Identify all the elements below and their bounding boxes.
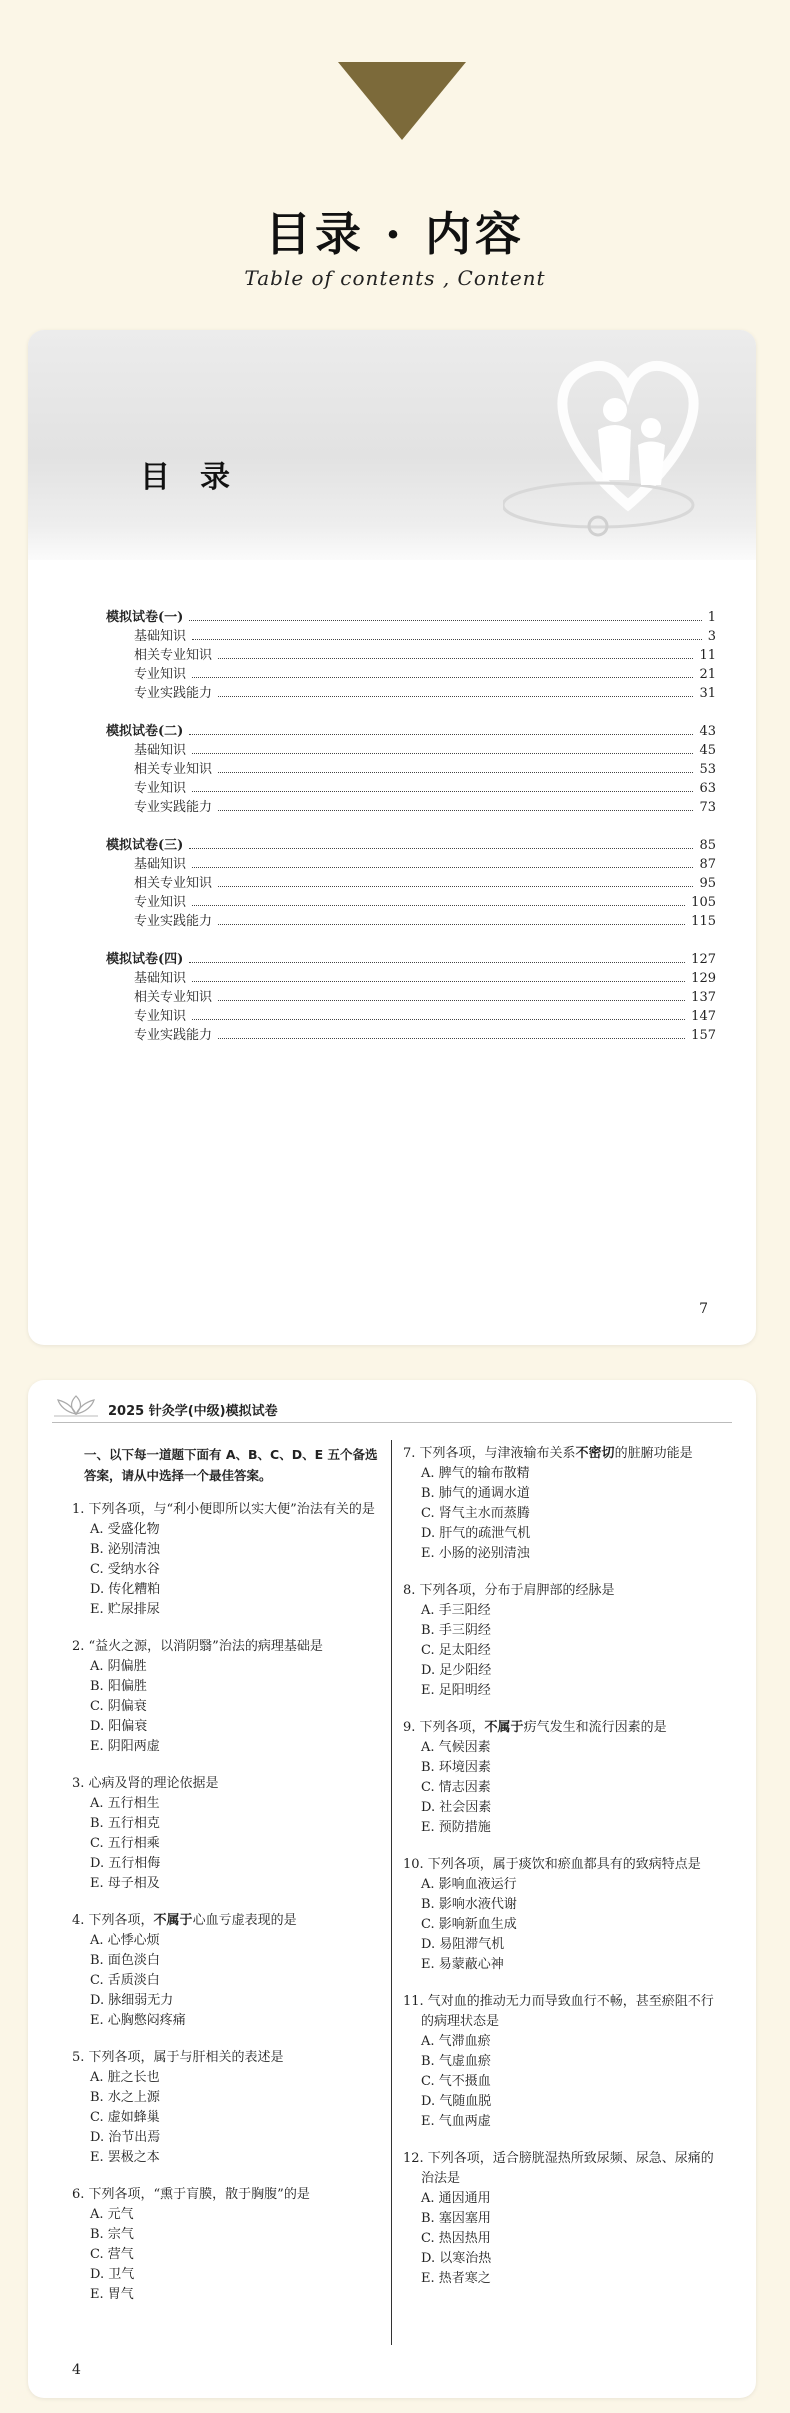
question-stem: 2. “益火之源，以消阴翳”治法的病理基础是 [72,1639,323,1654]
answer-option: B. 泌别清浊 [90,1542,160,1557]
toc-spacer [106,817,716,836]
page-title: 目录 · 内容 [264,207,526,261]
toc-item-label: 专业知识 [134,667,187,682]
answer-option: A. 阴偏胜 [90,1659,147,1674]
toc-item-row[interactable] [106,741,716,760]
running-header [28,1380,756,1424]
answer-option: A. 气滞血瘀 [421,2034,491,2049]
answer-option: B. 宗气 [90,2227,134,2242]
toc-page-number: 11 [699,648,716,663]
question [403,1718,723,1838]
toc-item-row[interactable] [106,855,716,874]
toc-item-label: 基础知识 [134,629,187,644]
stem-emphasis: 不属于 [484,1720,524,1735]
question-stem: 6. 下列各项，“熏于肓膜，散于胸腹”的是 [72,2187,310,2202]
answer-option: D. 气随血脱 [421,2094,492,2109]
toc-leader [218,658,693,659]
answer-option: C. 受纳水谷 [90,1562,160,1577]
question-stem [403,1718,723,1738]
toc-item-label: 专业实践能力 [134,914,213,929]
toc-item-label: 专业知识 [134,781,187,796]
toc-item-row[interactable] [106,893,716,912]
answer-option: A. 心悸心烦 [90,1933,160,1948]
answer-option: D. 社会因素 [421,1800,492,1815]
question [403,1992,723,2132]
stem-emphasis: 不属于 [153,1913,193,1928]
question [72,2185,378,2305]
toc-item-row[interactable] [106,627,716,646]
toc-item-label: 专业实践能力 [134,686,213,701]
question-stem: 5. 下列各项，属于与肝相关的表述是 [72,2050,284,2065]
toc-section-row[interactable] [106,836,716,855]
page-subtitle: Table of contents , Content [244,266,546,290]
answer-option: A. 影响血液运行 [421,1877,517,1892]
toc-page-number: 85 [699,838,716,853]
toc-leader [189,620,701,621]
answer-option: E. 心胸憋闷疼痛 [90,2013,186,2028]
toc-leader [192,905,685,906]
toc-page-number: 1 [707,610,716,625]
question-stem [403,1444,723,1464]
lotus-icon [52,1394,100,1418]
toc-item-row[interactable] [106,798,716,817]
stethoscope-heart-icon [503,330,753,560]
section-heading: 一、以下每一道题下面有 A、B、C、D、E 五个备选答案，请从中选择一个最佳答案。 [84,1447,378,1483]
toc-leader [218,696,693,697]
question-stem: 1. 下列各项，与“利小便即所以实大便”治法有关的是 [72,1502,375,1517]
question [403,1581,723,1701]
toc-item-label: 基础知识 [134,743,187,758]
answer-option: C. 阴偏衰 [90,1699,147,1714]
question [403,1444,723,1564]
toc-item-row[interactable] [106,1007,716,1026]
answer-option: B. 水之上源 [90,2090,160,2105]
answer-option: E. 易蒙蔽心神 [421,1957,504,1972]
question-stem: 12. 下列各项，适合膀胱湿热所致尿频、尿急、尿痛的治法是 [403,2151,714,2186]
answer-option: D. 易阻滞气机 [421,1937,505,1952]
toc-page-number: 87 [699,857,716,872]
answer-option: D. 五行相侮 [90,1856,161,1871]
question [72,1500,378,1620]
answer-option: A. 脏之长也 [90,2070,160,2085]
answer-option: E. 贮尿排尿 [90,1602,160,1617]
toc-leader [192,677,693,678]
right-column [403,1444,723,2306]
toc-banner [28,330,756,560]
toc-section-title: 模拟试卷(一) [106,610,184,625]
answer-option: B. 手三阴经 [421,1623,491,1638]
toc-list [106,608,716,1045]
toc-page-number: 73 [699,800,716,815]
question [403,1855,723,1975]
answer-option: D. 足少阳经 [421,1663,492,1678]
answer-option: B. 塞因塞用 [421,2211,491,2226]
toc-leader [218,810,693,811]
toc-leader [189,734,693,735]
toc-leader [192,753,693,754]
toc-spacer [106,931,716,950]
answer-option: C. 五行相乘 [90,1836,160,1851]
toc-item-row[interactable] [106,988,716,1007]
toc-item-label: 相关专业知识 [134,990,213,1005]
answer-option: A. 气候因素 [421,1740,491,1755]
running-header-text: 2025 针灸学(中级)模拟试卷 [108,1404,278,1419]
toc-item-row[interactable] [106,646,716,665]
toc-item-label: 专业实践能力 [134,800,213,815]
toc-page-card [28,330,756,1345]
toc-leader [218,1038,685,1039]
question [72,1774,378,1894]
toc-leader [192,1019,685,1020]
toc-item-row[interactable] [106,912,716,931]
toc-item-row[interactable] [106,684,716,703]
toc-leader [218,886,693,887]
toc-item-label: 专业知识 [134,895,187,910]
toc-leader [192,791,693,792]
answer-option: D. 传化糟粕 [90,1582,161,1597]
toc-banner-title: 目录 [140,460,260,495]
header-divider [52,1422,732,1423]
answer-option: C. 影响新血生成 [421,1917,517,1932]
exam-page-card [28,1380,756,2398]
toc-page-number: 53 [699,762,716,777]
toc-page-number: 63 [699,781,716,796]
toc-leader [218,772,693,773]
toc-item-label: 基础知识 [134,857,187,872]
answer-option: D. 阳偏衰 [90,1719,148,1734]
stem-text: 7. 下列各项，与津液输布关系 [403,1446,576,1461]
answer-option: B. 阳偏胜 [90,1679,147,1694]
question [72,2048,378,2168]
toc-leader [218,924,685,925]
stem-text: 心血亏虚表现的是 [192,1913,297,1928]
question [403,2149,723,2289]
toc-page-number: 129 [691,971,716,986]
question-stem [72,1911,378,1931]
toc-item-row[interactable] [106,969,716,988]
answer-option: B. 影响水液代谢 [421,1897,517,1912]
toc-page-number: 137 [691,990,716,1005]
answer-option: D. 脉细弱无力 [90,1993,174,2008]
toc-item-row[interactable] [106,760,716,779]
answer-option: E. 罢极之本 [90,2150,160,2165]
toc-leader [192,867,693,868]
toc-leader [189,848,693,849]
toc-page-number: 45 [699,743,716,758]
answer-option: E. 阴阳两虚 [90,1739,160,1754]
toc-page-number: 127 [691,952,716,967]
toc-section-title: 模拟试卷(三) [106,838,184,853]
answer-option: A. 五行相生 [90,1796,160,1811]
toc-leader [192,639,702,640]
answer-option: E. 预防措施 [421,1820,491,1835]
toc-item-label: 相关专业知识 [134,876,213,891]
toc-leader [192,981,685,982]
toc-section-title: 模拟试卷(二) [106,724,184,739]
answer-option: A. 通因通用 [421,2191,491,2206]
answer-option: E. 胃气 [90,2287,134,2302]
answer-option: C. 虚如蜂巢 [90,2110,160,2125]
toc-page-number: 43 [699,724,716,739]
answer-option: D. 以寒治热 [421,2251,492,2266]
page-number: 7 [699,1301,708,1317]
answer-option: C. 足太阳经 [421,1643,491,1658]
toc-item-row[interactable] [106,779,716,798]
answer-option: D. 治节出焉 [90,2130,161,2145]
question-stem: 10. 下列各项，属于痰饮和瘀血都具有的致病特点是 [403,1857,701,1872]
toc-section-row[interactable] [106,950,716,969]
answer-option: C. 情志因素 [421,1780,491,1795]
answer-option: E. 热者寒之 [421,2271,491,2286]
question [72,1637,378,1757]
toc-page-number: 105 [691,895,716,910]
answer-option: D. 卫气 [90,2267,135,2282]
toc-page-number: 95 [699,876,716,891]
toc-item-label: 相关专业知识 [134,648,213,663]
answer-option: B. 面色淡白 [90,1953,160,1968]
answer-option: E. 母子相及 [90,1876,160,1891]
toc-page-number: 3 [707,629,716,644]
toc-spacer [106,703,716,722]
answer-option: B. 肺气的通调水道 [421,1486,530,1501]
answer-option: A. 手三阳经 [421,1603,491,1618]
answer-option: B. 气虚血瘀 [421,2054,491,2069]
answer-option: A. 脾气的输布散精 [421,1466,530,1481]
toc-leader [189,962,685,963]
answer-option: C. 舌质淡白 [90,1973,160,1988]
toc-page-number: 147 [691,1009,716,1024]
decorative-triangle [338,62,466,140]
answer-option: A. 受盛化物 [90,1522,160,1537]
toc-item-label: 基础知识 [134,971,187,986]
stem-text: 疠气发生和流行因素的是 [523,1720,667,1735]
toc-item-row[interactable] [106,874,716,893]
stem-text: 9. 下列各项， [403,1720,485,1735]
toc-page-number: 31 [699,686,716,701]
toc-item-label: 专业实践能力 [134,1028,213,1043]
answer-option: E. 气血两虚 [421,2114,491,2129]
toc-section-title: 模拟试卷(四) [106,952,184,967]
answer-option: C. 肾气主水而蒸腾 [421,1506,530,1521]
toc-page-number: 115 [691,914,716,929]
answer-option: C. 气不摄血 [421,2074,491,2089]
column-divider [391,1440,392,2345]
question-stem: 11. 气对血的推动无力而导致血行不畅，甚至瘀阻不行的病理状态是 [403,1994,714,2029]
answer-option: A. 元气 [90,2207,134,2222]
toc-item-label: 相关专业知识 [134,762,213,777]
question-stem: 8. 下列各项，分布于肩胛部的经脉是 [403,1583,615,1598]
question [72,1911,378,2031]
stem-emphasis: 不密切 [575,1446,615,1461]
page-number: 4 [72,2362,81,2378]
answer-option: C. 营气 [90,2247,134,2262]
toc-item-row[interactable] [106,1026,716,1045]
stem-text: 的脏腑功能是 [614,1446,693,1461]
answer-option: E. 足阳明经 [421,1683,491,1698]
answer-option: D. 肝气的疏泄气机 [421,1526,531,1541]
answer-option: C. 热因热用 [421,2231,491,2246]
toc-leader [218,1000,685,1001]
toc-page-number: 21 [699,667,716,682]
question-stem: 3. 心病及肾的理论依据是 [72,1776,219,1791]
toc-section-row[interactable] [106,608,716,627]
stem-text: 4. 下列各项， [72,1913,154,1928]
toc-item-row[interactable] [106,665,716,684]
answer-option: B. 五行相克 [90,1816,160,1831]
answer-option: E. 小肠的泌别清浊 [421,1546,530,1561]
toc-section-row[interactable] [106,722,716,741]
answer-option: B. 环境因素 [421,1760,491,1775]
left-column [72,1444,378,2322]
toc-item-label: 专业知识 [134,1009,187,1024]
toc-page-number: 157 [691,1028,716,1043]
